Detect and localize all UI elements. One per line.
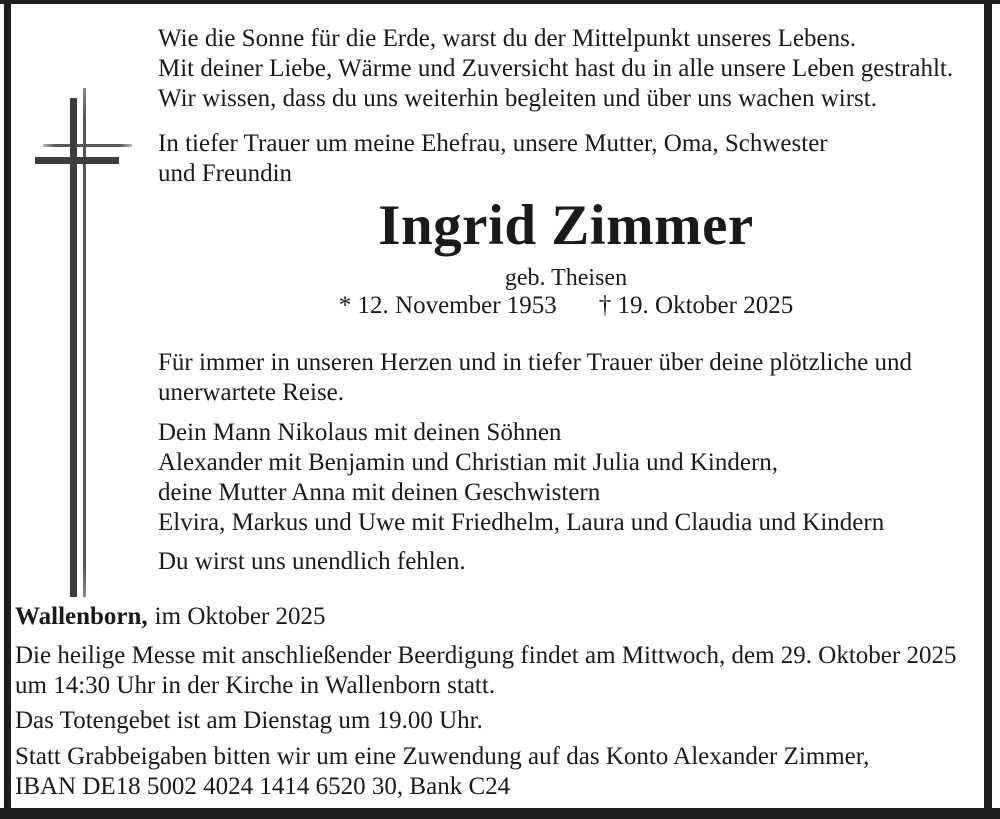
donation-info-line: IBAN DE18 5002 4024 1414 6520 30, Bank C24: [15, 773, 511, 800]
mourners-line: Elvira, Markus und Uwe mit Friedhelm, Laura und Claudia und Kindern: [158, 509, 885, 536]
epigraph-line: Wie die Sonne für die Erde, warst du der Mittelpunkt unseres Lebens.: [158, 25, 857, 52]
dateline-place: Wallenborn,: [15, 603, 148, 630]
mourning-intro-line: In tiefer Trauer um meine Ehefrau, unsere Mutter, Oma, Schwester: [158, 130, 828, 157]
funeral-info-line: um 14:30 Uhr in der Kirche in Wallenborn statt.: [15, 672, 496, 699]
mourners-line: Alexander mit Benjamin und Christian mit Julia und Kindern,: [158, 449, 779, 476]
funeral-info-line: Die heilige Messe mit anschließender Beerdigung findet am Mittwoch, dem 29. Oktober 2025: [15, 642, 957, 669]
mourners-line: Dein Mann Nikolaus mit deinen Söhnen: [158, 419, 562, 446]
maiden-name: geb. Theisen: [504, 265, 628, 291]
prayer-info: Das Totengebet ist am Dienstag um 19.00 Uhr.: [15, 707, 483, 734]
mourning-intro: [158, 129, 974, 189]
tribute: [158, 348, 974, 408]
cross-thick-horizontal-bar: [35, 157, 119, 164]
funeral-info: [15, 641, 985, 701]
tribute-line: Für immer in unseren Herzen und in tiefer Trauer über deine plötzliche und: [158, 349, 912, 376]
donation-info: [15, 742, 985, 802]
death-date: † 19. Oktober 2025: [598, 292, 794, 319]
life-dates: [158, 291, 974, 321]
mourners-line: deine Mutter Anna mit deinen Geschwistern: [158, 479, 601, 506]
epigraph: [158, 24, 974, 114]
frame-border-right: [984, 0, 992, 819]
tribute-line: unerwartete Reise.: [158, 379, 345, 406]
birth-date: * 12. November 1953: [338, 292, 557, 319]
donation-info-line: Statt Grabbeigaben bitten wir um eine Zuwendung auf das Konto Alexander Zimmer,: [15, 743, 870, 770]
cross-thin-horizontal-bar: [43, 144, 132, 147]
epigraph-line: Mit deiner Liebe, Wärme und Zuversicht hast du in alle unsere Leben gestrahlt.: [158, 55, 954, 82]
mourners-list: [158, 418, 974, 538]
frame-border-bottom: [0, 808, 1000, 819]
dateline: [15, 602, 985, 632]
frame-border-top: [0, 0, 1000, 4]
mourning-intro-line: und Freundin: [158, 160, 293, 187]
cross-thick-vertical-bar: [70, 98, 77, 597]
cross-thin-vertical-bar: [83, 88, 86, 597]
frame-border-left: [4, 0, 11, 819]
farewell-line: Du wirst uns unendlich fehlen.: [158, 548, 466, 575]
deceased-name: Ingrid Zimmer: [378, 194, 754, 257]
epigraph-line: Wir wissen, dass du uns weiterhin begleiten und über uns wachen wirst.: [158, 85, 877, 112]
dateline-date: im Oktober 2025: [154, 603, 326, 630]
